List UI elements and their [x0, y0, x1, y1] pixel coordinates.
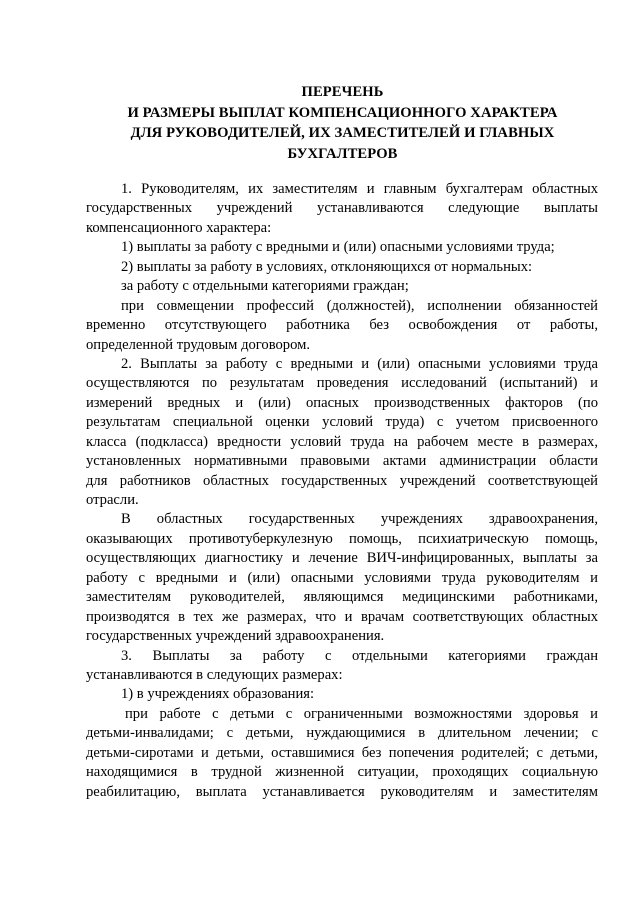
text-line: 2. Выплаты за работу с вредными и (или) опасными условиями труда — [121, 355, 598, 372]
text-line: установленных нормативными правовыми актами администрации области — [86, 453, 598, 470]
text-line: компенсационного характера: — [86, 219, 272, 236]
text-line: В областных государственных учреждениях здравоохранения, — [121, 511, 598, 528]
text-line: при совмещении профессий (должностей), исполнении обязанностей — [121, 297, 598, 314]
text-line: за работу с отдельными категориями граждан; — [121, 278, 409, 295]
text-line: определенной трудовым договором. — [86, 336, 310, 353]
text-line: осуществляются по результатам проведения исследований (испытаний) и — [86, 375, 598, 392]
document-body — [86, 180, 598, 802]
document-title — [100, 82, 585, 164]
text-line: временно отсутствующего работника без освобождения от работы, — [86, 317, 598, 334]
title-line: БУХГАЛТЕРОВ — [287, 145, 398, 162]
text-line: оказывающих противотуберкулезную помощь, психиатрическую помощь, — [86, 530, 598, 547]
text-line: устанавливаются в следующих размерах: — [86, 666, 343, 683]
title-line: ПЕРЕЧЕНЬ — [301, 84, 384, 100]
text-line: измерений вредных и (или) опасных производственных факторов (по — [86, 394, 598, 411]
text-line: работу с вредными и (или) опасными условиями труда руководителям и — [86, 569, 598, 586]
text-line: 1. Руководителям, их заместителям и главным бухгалтерам областных — [121, 181, 598, 197]
text-line: при работе с детьми с ограниченными возможностями здоровья и — [125, 705, 598, 722]
text-line: отрасли. — [86, 492, 139, 508]
text-line: класса (подкласса) вредности условий труда на рабочем месте в размерах, — [86, 433, 598, 450]
text-line: результатам специальной оценки условий труда) с учетом присвоенного — [86, 414, 598, 431]
text-line: реабилитацию, выплата устанавливается руководителям и заместителям — [86, 783, 598, 800]
text-line: детьми-инвалидами; с детьми, нуждающимися в длительном лечении; с — [86, 725, 598, 742]
text-line: 1) выплаты за работу с вредными и (или) опасными условиями труда; — [121, 239, 555, 256]
text-line: 3. Выплаты за работу с отдельными категориями граждан — [121, 647, 598, 664]
text-line: для работников областных государственных учреждений соответствующей — [86, 472, 598, 489]
text-line: 2) выплаты за работу в условиях, отклоняющихся от нормальных: — [121, 258, 533, 275]
text-line: находящимися в трудной жизненной ситуации, проходящих социальную — [86, 764, 598, 781]
text-line: государственных учреждений здравоохранения. — [86, 628, 385, 645]
title-line: ДЛЯ РУКОВОДИТЕЛЕЙ, ИХ ЗАМЕСТИТЕЛЕЙ И ГЛАВНЫХ — [130, 125, 555, 141]
text-line: детьми-сиротами и детьми, оставшимися без попечения родителей; с детьми, — [86, 744, 598, 761]
text-line: заместителям руководителей, являющимся медицинскими работниками, — [86, 589, 598, 606]
text-line: производятся в тех же размерах, что и врачам соответствующих областных — [86, 608, 598, 625]
text-line: осуществляющих диагностику и лечение ВИЧ-инфицированных, выплаты за — [86, 550, 598, 567]
title-line: И РАЗМЕРЫ ВЫПЛАТ КОМПЕНСАЦИОННОГО ХАРАКТЕРА — [127, 104, 558, 121]
text-line: государственных учреждений устанавливаются следующие выплаты — [86, 200, 598, 217]
text-line: 1) в учреждениях образования: — [121, 686, 315, 703]
